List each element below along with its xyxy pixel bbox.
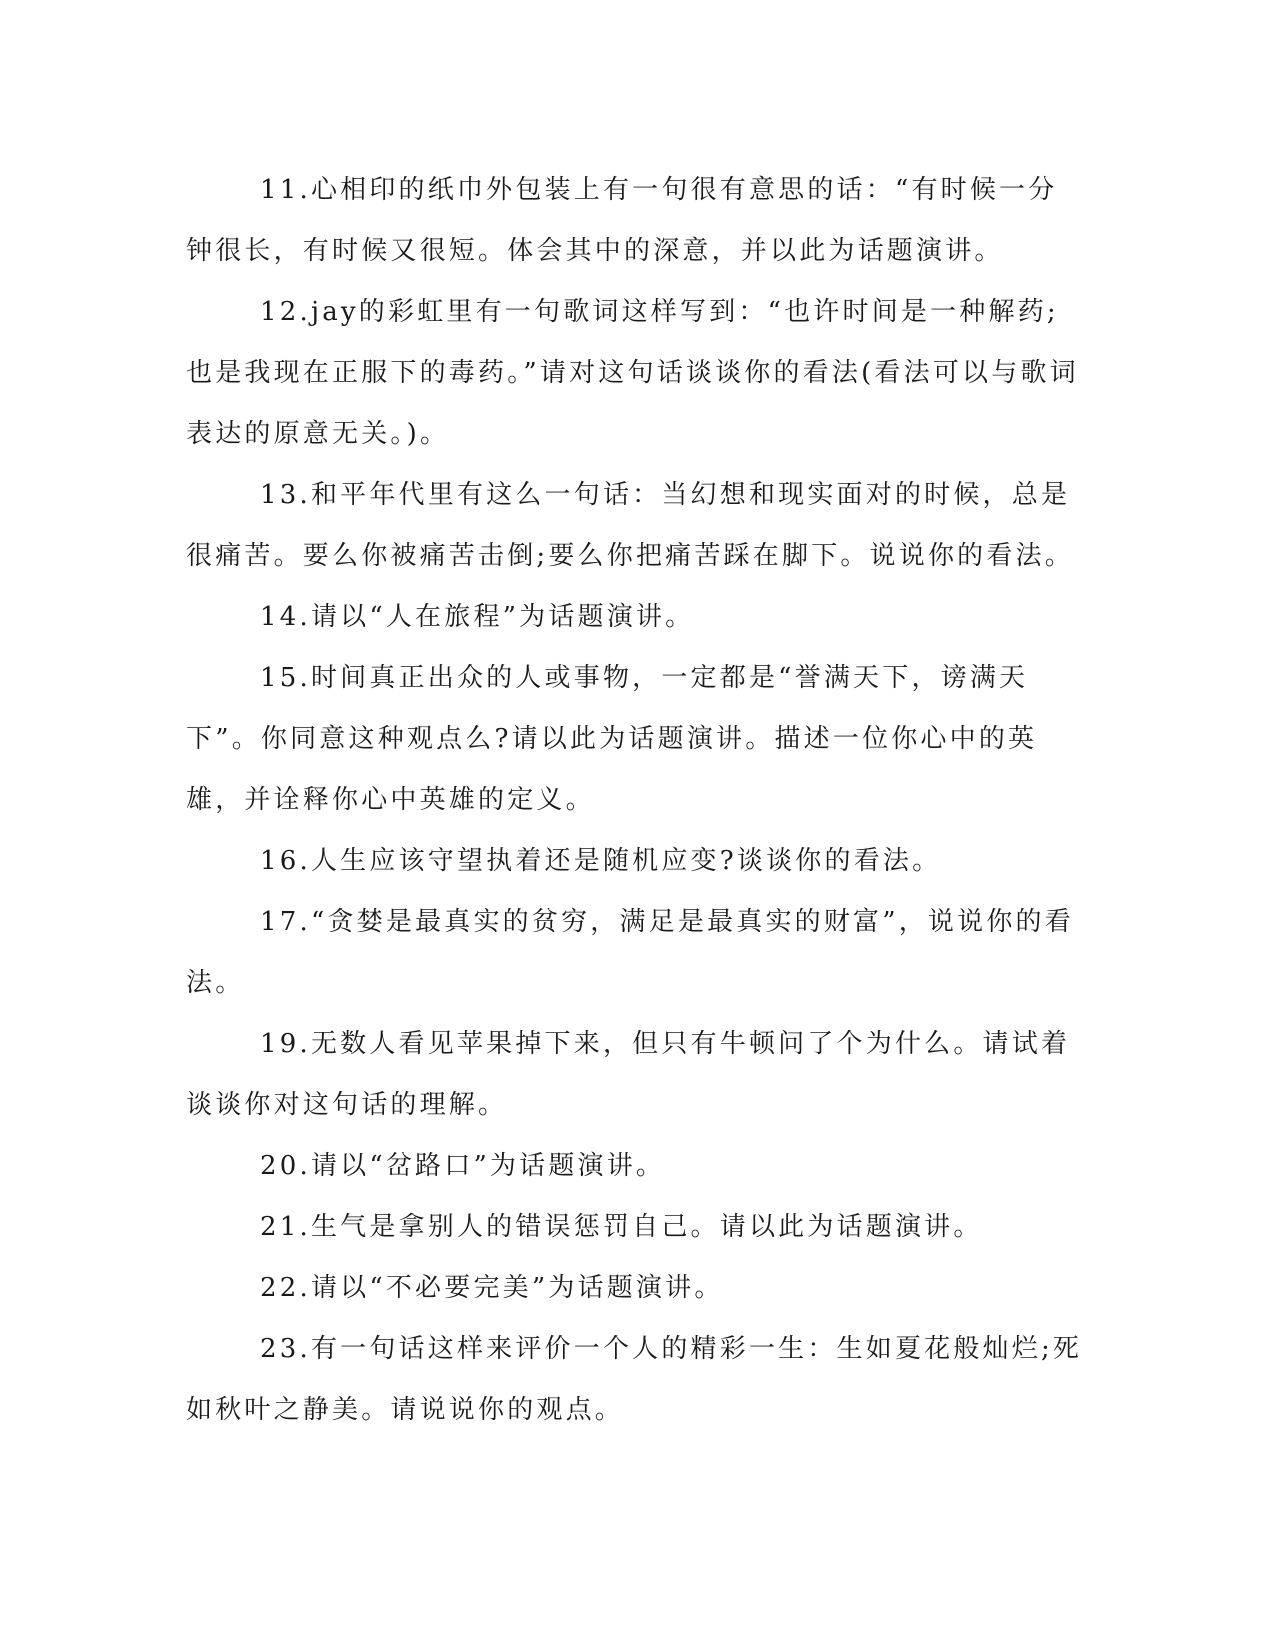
question-11: 11.心相印的纸巾外包装上有一句很有意思的话：“有时候一分钟很长，有时候又很短。体会其中的深意，并以此为话题演讲。 [186, 175, 1058, 266]
question-16: 16.人生应该守望执着还是随机应变?谈谈你的看法。 [260, 846, 942, 876]
question-14: 14.请以“人在旅程”为话题演讲。 [260, 602, 695, 632]
question-17: 17.“贪婪是最真实的贫穷，满足是最真实的财富”，说说你的看法。 [186, 907, 1074, 998]
question-22: 22.请以“不必要完美”为话题演讲。 [260, 1273, 724, 1303]
question-23: 23.有一句话这样来评价一个人的精彩一生：生如夏花般灿烂;死如秋叶之静美。请说说你的观点。 [186, 1334, 1083, 1425]
question-19: 19.无数人看见苹果掉下来，但只有牛顿问了个为什么。请试着谈谈你对这句话的理解。 [186, 1029, 1071, 1120]
question-13: 13.和平年代里有这么一句话：当幻想和现实面对的时候，总是很痛苦。要么你被痛苦击倒;要么你把痛苦踩在脚下。说说你的看法。 [186, 480, 1074, 571]
question-20: 20.请以“岔路口”为话题演讲。 [260, 1151, 666, 1181]
question-12: 12.jay的彩虹里有一句歌词这样写到：“也许时间是一种解药;也是我现在正服下的毒药。”请对这句话谈谈你的看法(看法可以与歌词表达的原意无关。)。 [186, 297, 1079, 449]
document-body [186, 160, 1086, 1441]
question-15: 15.时间真正出众的人或事物，一定都是“誉满天下，谤满天下”。你同意这种观点么?请以此为话题演讲。描述一位你心中的英雄，并诠释你心中英雄的定义。 [186, 663, 1038, 815]
question-21: 21.生气是拿别人的错误惩罚自己。请以此为话题演讲。 [260, 1212, 983, 1242]
